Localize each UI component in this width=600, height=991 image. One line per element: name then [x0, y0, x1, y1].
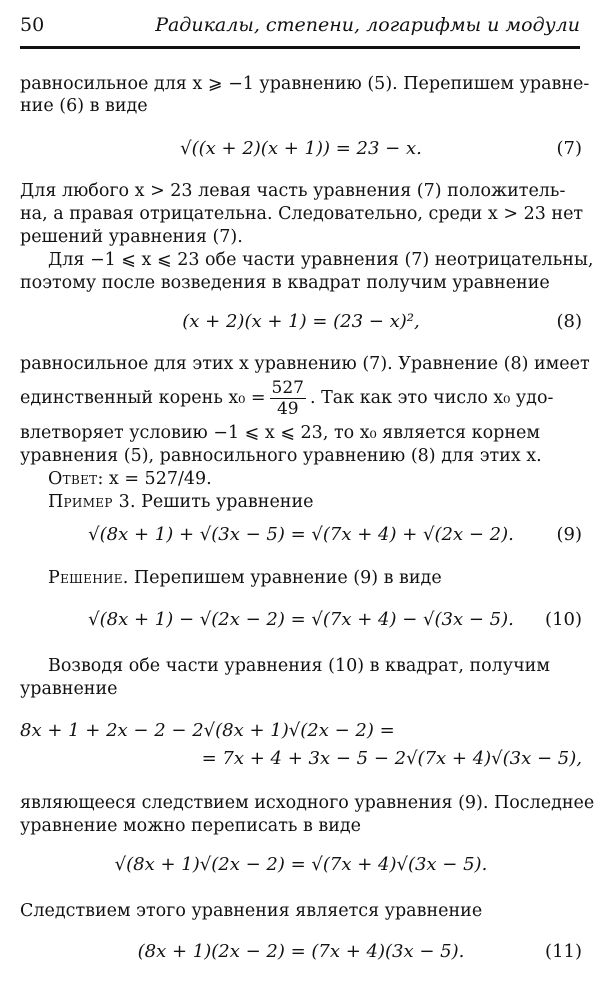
- text-line: Для −1 ⩽ x ⩽ 23 обе части уравнения (7) неотрицательны,: [48, 250, 594, 270]
- equation-number: (10): [545, 609, 582, 630]
- equation-long-line-1: 8x + 1 + 2x − 2 − 2√(8x + 1)√(2x − 2) =: [20, 720, 395, 741]
- equation-body: √(8x + 1) + √(3x − 5) = √(7x + 4) + √(2x − 2).: [88, 524, 514, 545]
- equation-number: (7): [556, 138, 582, 159]
- equation-number: (9): [556, 524, 582, 545]
- example-heading: [48, 491, 313, 513]
- text-line: уравнение можно переписать в виде: [20, 816, 362, 836]
- text-line: поэтому после возведения в квадрат получим уравнение: [20, 273, 550, 293]
- example-text: . Решить уравнение: [130, 492, 314, 512]
- equation-body: √((x + 2)(x + 1)) = 23 − x.: [180, 138, 422, 159]
- text-line: равносильное для x ⩾ −1 уравнению (5). Перепишем уравне-: [20, 74, 590, 94]
- fraction-denominator: 49: [276, 398, 299, 419]
- example-label: Пример 3: [48, 492, 131, 512]
- equation-body: √(8x + 1) − √(2x − 2) = √(7x + 4) − √(3x − 5).: [88, 609, 514, 630]
- text-line: влетворяет условию −1 ⩽ x ⩽ 23, то x₀ является корнем: [20, 423, 540, 443]
- solution-label: Решение: [48, 568, 123, 588]
- answer-line: [48, 468, 212, 490]
- text-line: Следствием этого уравнения является уравнение: [20, 901, 483, 921]
- equation-7: [20, 138, 582, 168]
- text-line: Для любого x > 23 левая часть уравнения (7) положитель-: [20, 181, 566, 201]
- text-line: уравнение: [20, 679, 118, 699]
- running-title: Радикалы, степени, логарифмы и модули: [155, 14, 580, 36]
- text-line-with-fraction: [20, 375, 582, 421]
- equation-body: √(8x + 1)√(2x − 2) = √(7x + 4)√(3x − 5).: [114, 854, 488, 875]
- solution-text: . Перепишем уравнение (9) в виде: [122, 568, 442, 588]
- equation-body: (x + 2)(x + 1) = (23 − x)²,: [182, 311, 420, 332]
- equation-product: [20, 854, 582, 884]
- solution-heading: [48, 567, 442, 589]
- equation-9: [20, 524, 582, 554]
- answer-label: Ответ: [48, 469, 98, 489]
- equation-8: [20, 311, 582, 341]
- header-rule: [20, 46, 580, 49]
- text-line: Возводя обе части уравнения (10) в квадрат, получим: [48, 656, 550, 676]
- text-fragment: . Так как это число x₀ удо-: [309, 388, 554, 408]
- text-fragment: единственный корень x₀ =: [20, 388, 266, 408]
- equation-long-line-2: = 7x + 4 + 3x − 5 − 2√(7x + 4)√(3x − 5),: [201, 748, 582, 769]
- fraction-numerator: 527: [271, 377, 304, 398]
- text-line: на, а правая отрицательна. Следовательно, среди x > 23 нет: [20, 204, 584, 224]
- equation-body: (8x + 1)(2x − 2) = (7x + 4)(3x − 5).: [137, 941, 465, 962]
- page-number: 50: [20, 14, 45, 36]
- equation-11: [20, 941, 582, 971]
- text-line: уравнения (5), равносильного уравнению (8) для этих x.: [20, 446, 542, 466]
- equation-10: [20, 609, 582, 639]
- text-line: равносильное для этих x уравнению (7). Уравнение (8) имеет: [20, 354, 590, 374]
- equation-number: (11): [545, 941, 582, 962]
- equation-number: (8): [556, 311, 582, 332]
- fraction-x0: [270, 378, 306, 419]
- text-line: ние (6) в виде: [20, 96, 148, 116]
- page-header: [20, 8, 580, 38]
- text-line: являющееся следствием исходного уравнения (9). Последнее: [20, 793, 595, 813]
- answer-value: : x = 527/49.: [97, 469, 212, 489]
- text-line: решений уравнения (7).: [20, 227, 243, 247]
